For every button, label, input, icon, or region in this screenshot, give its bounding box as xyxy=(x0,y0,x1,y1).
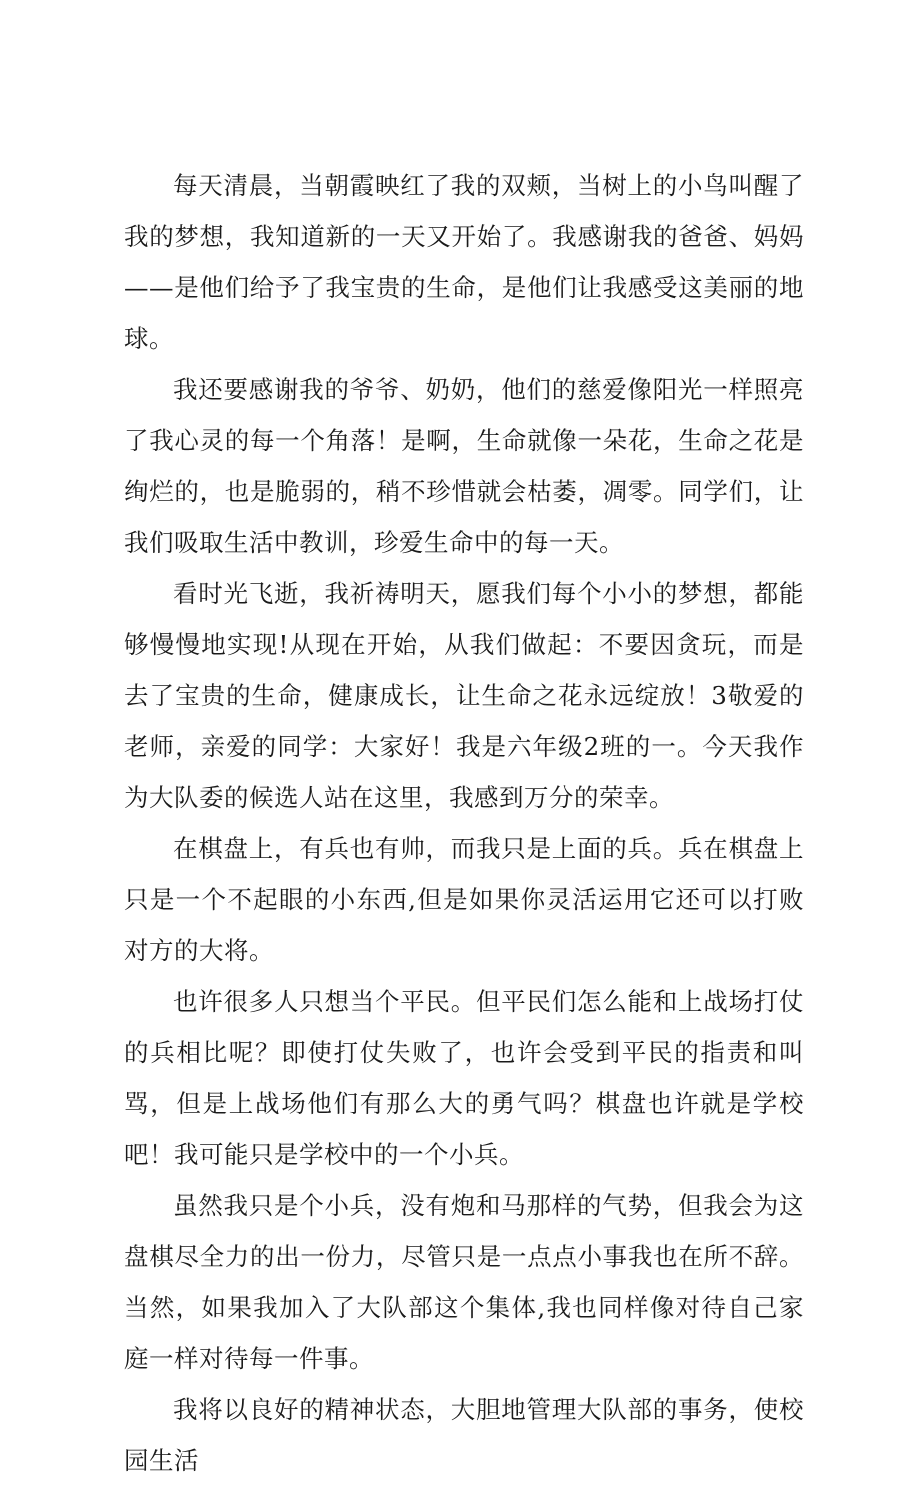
paragraph-4: 在棋盘上，有兵也有帅，而我只是上面的兵。兵在棋盘上只是一个不起眼的小东西,但是如果你灵活运用它还可以打败对方的大将。 xyxy=(124,834,804,965)
paragraph-2: 我还要感谢我的爷爷、奶奶，他们的慈爱像阳光一样照亮了我心灵的每一个角落！是啊，生命就像一朵花，生命之花是绚烂的，也是脆弱的，稍不珍惜就会枯萎，凋零。同学们，让我们吸取生活中教训，珍爱生命中的每一天。 xyxy=(124,375,804,557)
paragraph-6: 虽然我只是个小兵，没有炮和马那样的气势，但我会为这盘棋尽全力的出一份力，尽管只是一点点小事我也在所不辞。当然，如果我加入了大队部这个集体,我也同样像对待自己家庭一样对待每一件事。 xyxy=(124,1191,804,1373)
paragraph-1: 每天清晨，当朝霞映红了我的双颊，当树上的小鸟叫醒了我的梦想，我知道新的一天又开始了。我感谢我的爸爸、妈妈——是他们给予了我宝贵的生命，是他们让我感受这美丽的地球。 xyxy=(124,171,804,353)
paragraph-5: 也许很多人只想当个平民。但平民们怎么能和上战场打仗的兵相比呢？即使打仗失败了，也许会受到平民的指责和叫骂，但是上战场他们有那么大的勇气吗？棋盘也许就是学校吧！我可能只是学校中的一个小兵。 xyxy=(124,987,804,1169)
document-body xyxy=(124,160,804,1486)
paragraph-3: 看时光飞逝，我祈祷明天，愿我们每个小小的梦想，都能够慢慢地实现!从现在开始，从我们做起：不要因贪玩，而是去了宝贵的生命，健康成长，让生命之花永远绽放！3敬爱的老师，亲爱的同学：大家好！我是六年级2班的一。今天我作为大队委的候选人站在这里，我感到万分的荣幸。 xyxy=(124,579,804,812)
paragraph-7: 我将以良好的精神状态，大胆地管理大队部的事务，使校园生活 xyxy=(124,1395,804,1475)
